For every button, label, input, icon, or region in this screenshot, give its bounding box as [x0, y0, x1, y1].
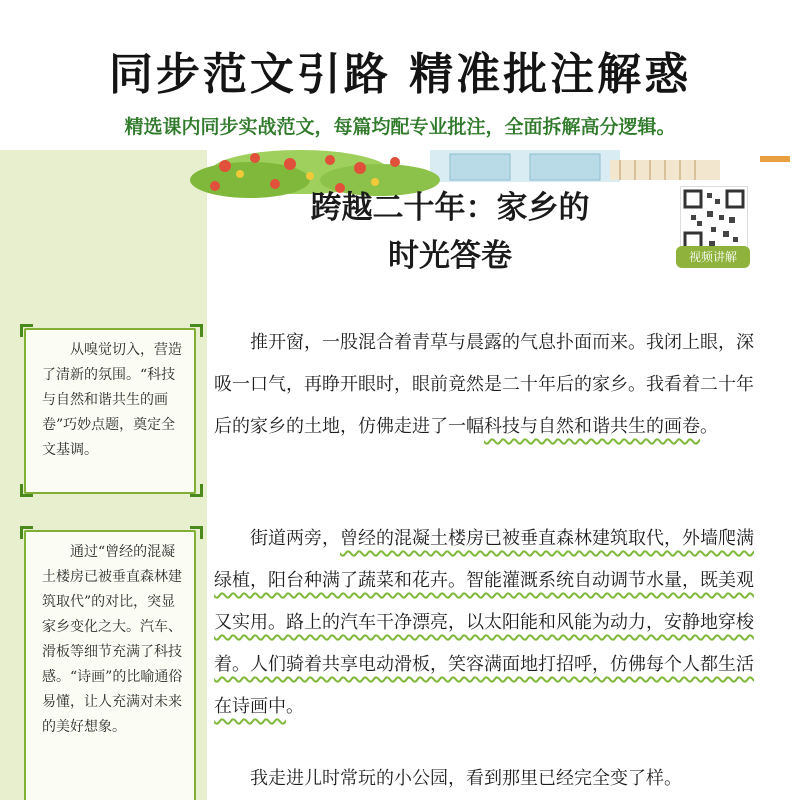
article-paragraph-3: [214, 758, 766, 800]
annotation-text: 从嗅觉切入，营造了清新的氛围。“科技与自然和谐共生的画卷”巧妙点题，奠定全文基调。: [42, 342, 182, 458]
corner-mark: [20, 484, 33, 497]
paragraph-text: 我走进儿时常玩的小公园，看到那里已经完全变了样。: [250, 768, 682, 789]
corner-mark: [20, 526, 33, 539]
article-sheet: [0, 150, 800, 800]
annotation-text: 通过“曾经的混凝土楼房已被垂直森林建筑取代”的对比，突显家乡变化之大。汽车、滑板等细节充满了科技感。“诗画”的比喻通俗易懂，让人充满对未来的美好想象。: [42, 544, 183, 735]
page-headline: 同步范文引路 精准批注解惑: [108, 49, 692, 100]
paragraph-text: 。: [700, 416, 718, 437]
article-title-line1: 跨越二十年：家乡的: [310, 190, 590, 226]
article-title-line2: 时光答卷: [388, 238, 512, 274]
paragraph-text: 街道两旁，: [250, 528, 340, 549]
qr-code-icon: [681, 187, 747, 253]
article-paragraph-1: [214, 322, 766, 448]
qr-code[interactable]: [680, 186, 748, 254]
annotation-note-1: [24, 328, 196, 494]
corner-mark: [190, 484, 203, 497]
corner-mark: [20, 324, 33, 337]
corner-mark: [190, 526, 203, 539]
article-paragraph-2: [214, 518, 766, 728]
paragraph-text: 推开窗，一股混合着青草与晨露的气息扑面而来。我闭上眼，深吸一口气，再睁开眼时，眼前竟然是二十年后的家乡。我看着二十年后的家乡的土地，仿佛走进了一幅: [214, 332, 754, 437]
highlighted-phrase: 科技与自然和谐共生的画卷: [484, 416, 700, 437]
video-explain-button[interactable]: 视频讲解: [676, 246, 750, 268]
corner-mark: [190, 324, 203, 337]
page-subheadline: 精选课内同步实战范文，每篇均配专业批注，全面拆解高分逻辑。: [124, 116, 676, 138]
highlighted-phrase: 曾经的混凝土楼房已被垂直森林建筑取代，外墙爬满绿植，阳台种满了蔬菜和花卉。智能灌溉系统自动调节水量，既美观又实用。路上的汽车干净漂亮，以太阳能和风能为动力，安静地穿梭着。人们骑着共享电动滑板，笑容满面地打招呼，仿佛每个人都生活在诗画中: [214, 528, 754, 717]
annotation-note-2: [24, 530, 196, 800]
paragraph-text: 。: [286, 696, 304, 717]
